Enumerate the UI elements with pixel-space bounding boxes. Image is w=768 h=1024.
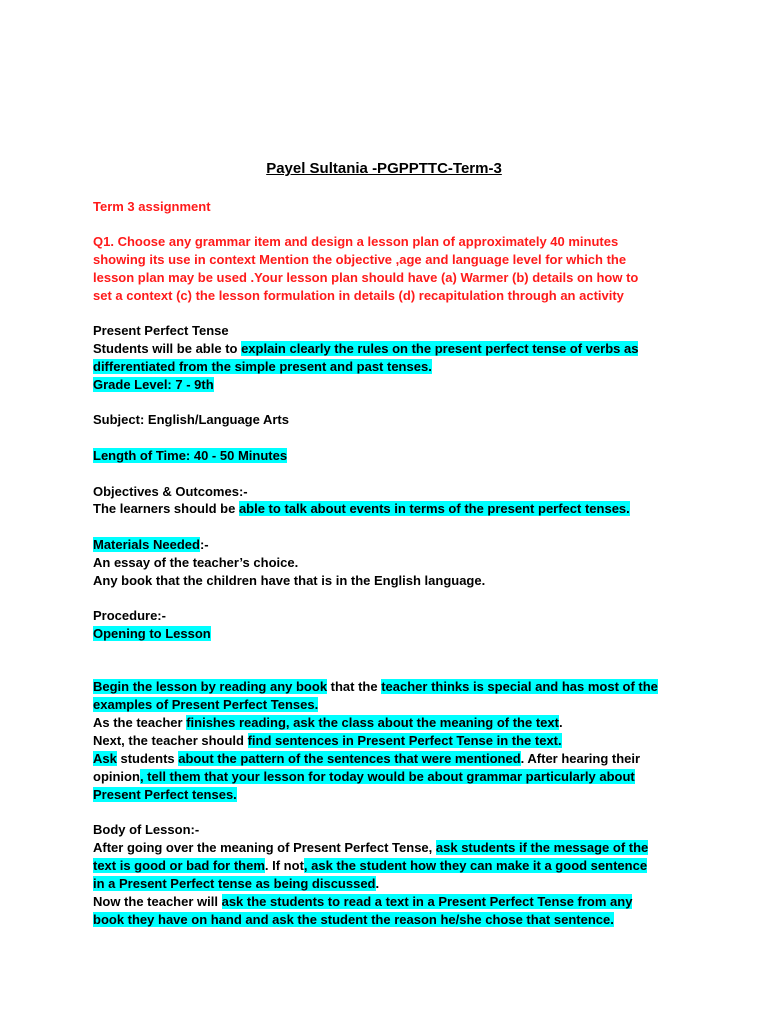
text-line <box>93 714 563 732</box>
highlighted-text: text is good or bad for them <box>93 858 265 873</box>
highlighted-text: Opening to Lesson <box>93 626 211 641</box>
text-line <box>93 233 618 251</box>
text-line <box>93 732 562 750</box>
text-line <box>93 376 214 394</box>
text-line <box>93 536 209 554</box>
text-segment: . <box>375 876 380 891</box>
highlighted-text: , tell them that your lesson for today would be about grammar particularly about <box>139 769 635 784</box>
highlighted-text: in a Present Perfect tense as being discussed <box>93 876 376 891</box>
text-segment: that the <box>327 679 382 694</box>
text-segment: opinion <box>93 769 140 784</box>
text-segment: Any book that the children have that is in the English language. <box>93 573 486 588</box>
highlighted-text: teacher thinks is special and has most of the <box>381 679 658 694</box>
text-segment: Q1. Choose any grammar item and design a lesson plan of approximately 40 minutes <box>93 234 619 249</box>
text-line <box>93 358 432 376</box>
text-line <box>93 269 638 287</box>
highlighted-text: Begin the lesson by reading any book <box>93 679 328 694</box>
highlighted-text: Present Perfect tenses. <box>93 787 237 802</box>
document-title: Payel Sultania -PGPPTTC-Term-3 <box>266 160 502 177</box>
text-line <box>93 554 298 572</box>
text-line <box>93 500 630 518</box>
text-segment: Objectives & Outcomes:- <box>93 484 248 499</box>
text-segment: students <box>116 751 179 766</box>
text-segment: . <box>558 715 563 730</box>
text-line <box>93 625 211 643</box>
text-segment: . If not <box>264 858 304 873</box>
text-line <box>93 198 211 216</box>
text-line <box>93 821 199 839</box>
highlighted-text: Ask <box>93 751 117 766</box>
text-line <box>93 572 485 590</box>
text-line <box>93 696 318 714</box>
text-segment: :- <box>199 537 209 552</box>
text-line <box>93 411 289 429</box>
highlighted-text: able to talk about events in terms of the present perfect tenses. <box>238 501 630 516</box>
text-line <box>93 839 648 857</box>
text-segment: Procedure:- <box>93 608 166 623</box>
text-line <box>93 447 287 465</box>
text-line <box>93 287 624 305</box>
highlighted-text: explain clearly the rules on the present perfect tense of verbs as <box>241 341 639 356</box>
text-segment: Now the teacher will <box>93 894 222 909</box>
highlighted-text: Materials Needed <box>93 537 200 552</box>
highlighted-text: Length of Time: 40 - 50 Minutes <box>93 448 288 463</box>
text-segment: Next, the teacher should <box>93 733 248 748</box>
highlighted-text: ask students if the message of the <box>435 840 649 855</box>
text-line <box>93 768 635 786</box>
highlighted-text: book they have on hand and ask the student the reason he/she chose that sentence. <box>93 912 614 927</box>
text-segment: set a context (c) the lesson formulation in details (d) recapitulation through an activity <box>93 288 624 303</box>
highlighted-text: differentiated from the simple present and past tenses. <box>93 359 432 374</box>
text-line <box>93 875 379 893</box>
text-line <box>93 607 166 625</box>
highlighted-text: about the pattern of the sentences that were mentioned <box>178 751 521 766</box>
text-line <box>93 857 647 875</box>
text-segment: Body of Lesson:- <box>93 822 200 837</box>
text-segment: Term 3 assignment <box>93 199 211 214</box>
text-segment: After going over the meaning of Present Perfect Tense, <box>93 840 436 855</box>
text-segment: Present Perfect Tense <box>93 323 229 338</box>
text-segment: . After hearing their <box>520 751 641 766</box>
text-line <box>93 251 626 269</box>
text-segment: An essay of the teacher’s choice. <box>93 555 299 570</box>
text-line <box>93 322 229 340</box>
text-line <box>93 786 237 804</box>
text-segment: lesson plan may be used .Your lesson plan should have (a) Warmer (b) details on how to <box>93 270 639 285</box>
text-segment: The learners should be <box>93 501 239 516</box>
text-segment: Students will be able to <box>93 341 242 356</box>
highlighted-text: examples of Present Perfect Tenses. <box>93 697 319 712</box>
text-line <box>93 340 638 358</box>
text-segment: showing its use in context Mention the objective ,age and language level for which the <box>93 252 627 267</box>
text-line <box>93 750 640 768</box>
highlighted-text: Grade Level: 7 - 9th <box>93 377 214 392</box>
text-segment: Subject: English/Language Arts <box>93 412 289 427</box>
text-segment: As the teacher <box>93 715 187 730</box>
highlighted-text: ask the students to read a text in a Present Perfect Tense from any <box>221 894 633 909</box>
text-line <box>93 911 614 929</box>
text-line <box>93 678 658 696</box>
highlighted-text: find sentences in Present Perfect Tense in the text. <box>247 733 562 748</box>
highlighted-text: finishes reading, ask the class about the meaning of the text <box>186 715 559 730</box>
text-line <box>93 483 248 501</box>
highlighted-text: , ask the student how they can make it a good sentence <box>303 858 648 873</box>
text-line <box>93 893 632 911</box>
